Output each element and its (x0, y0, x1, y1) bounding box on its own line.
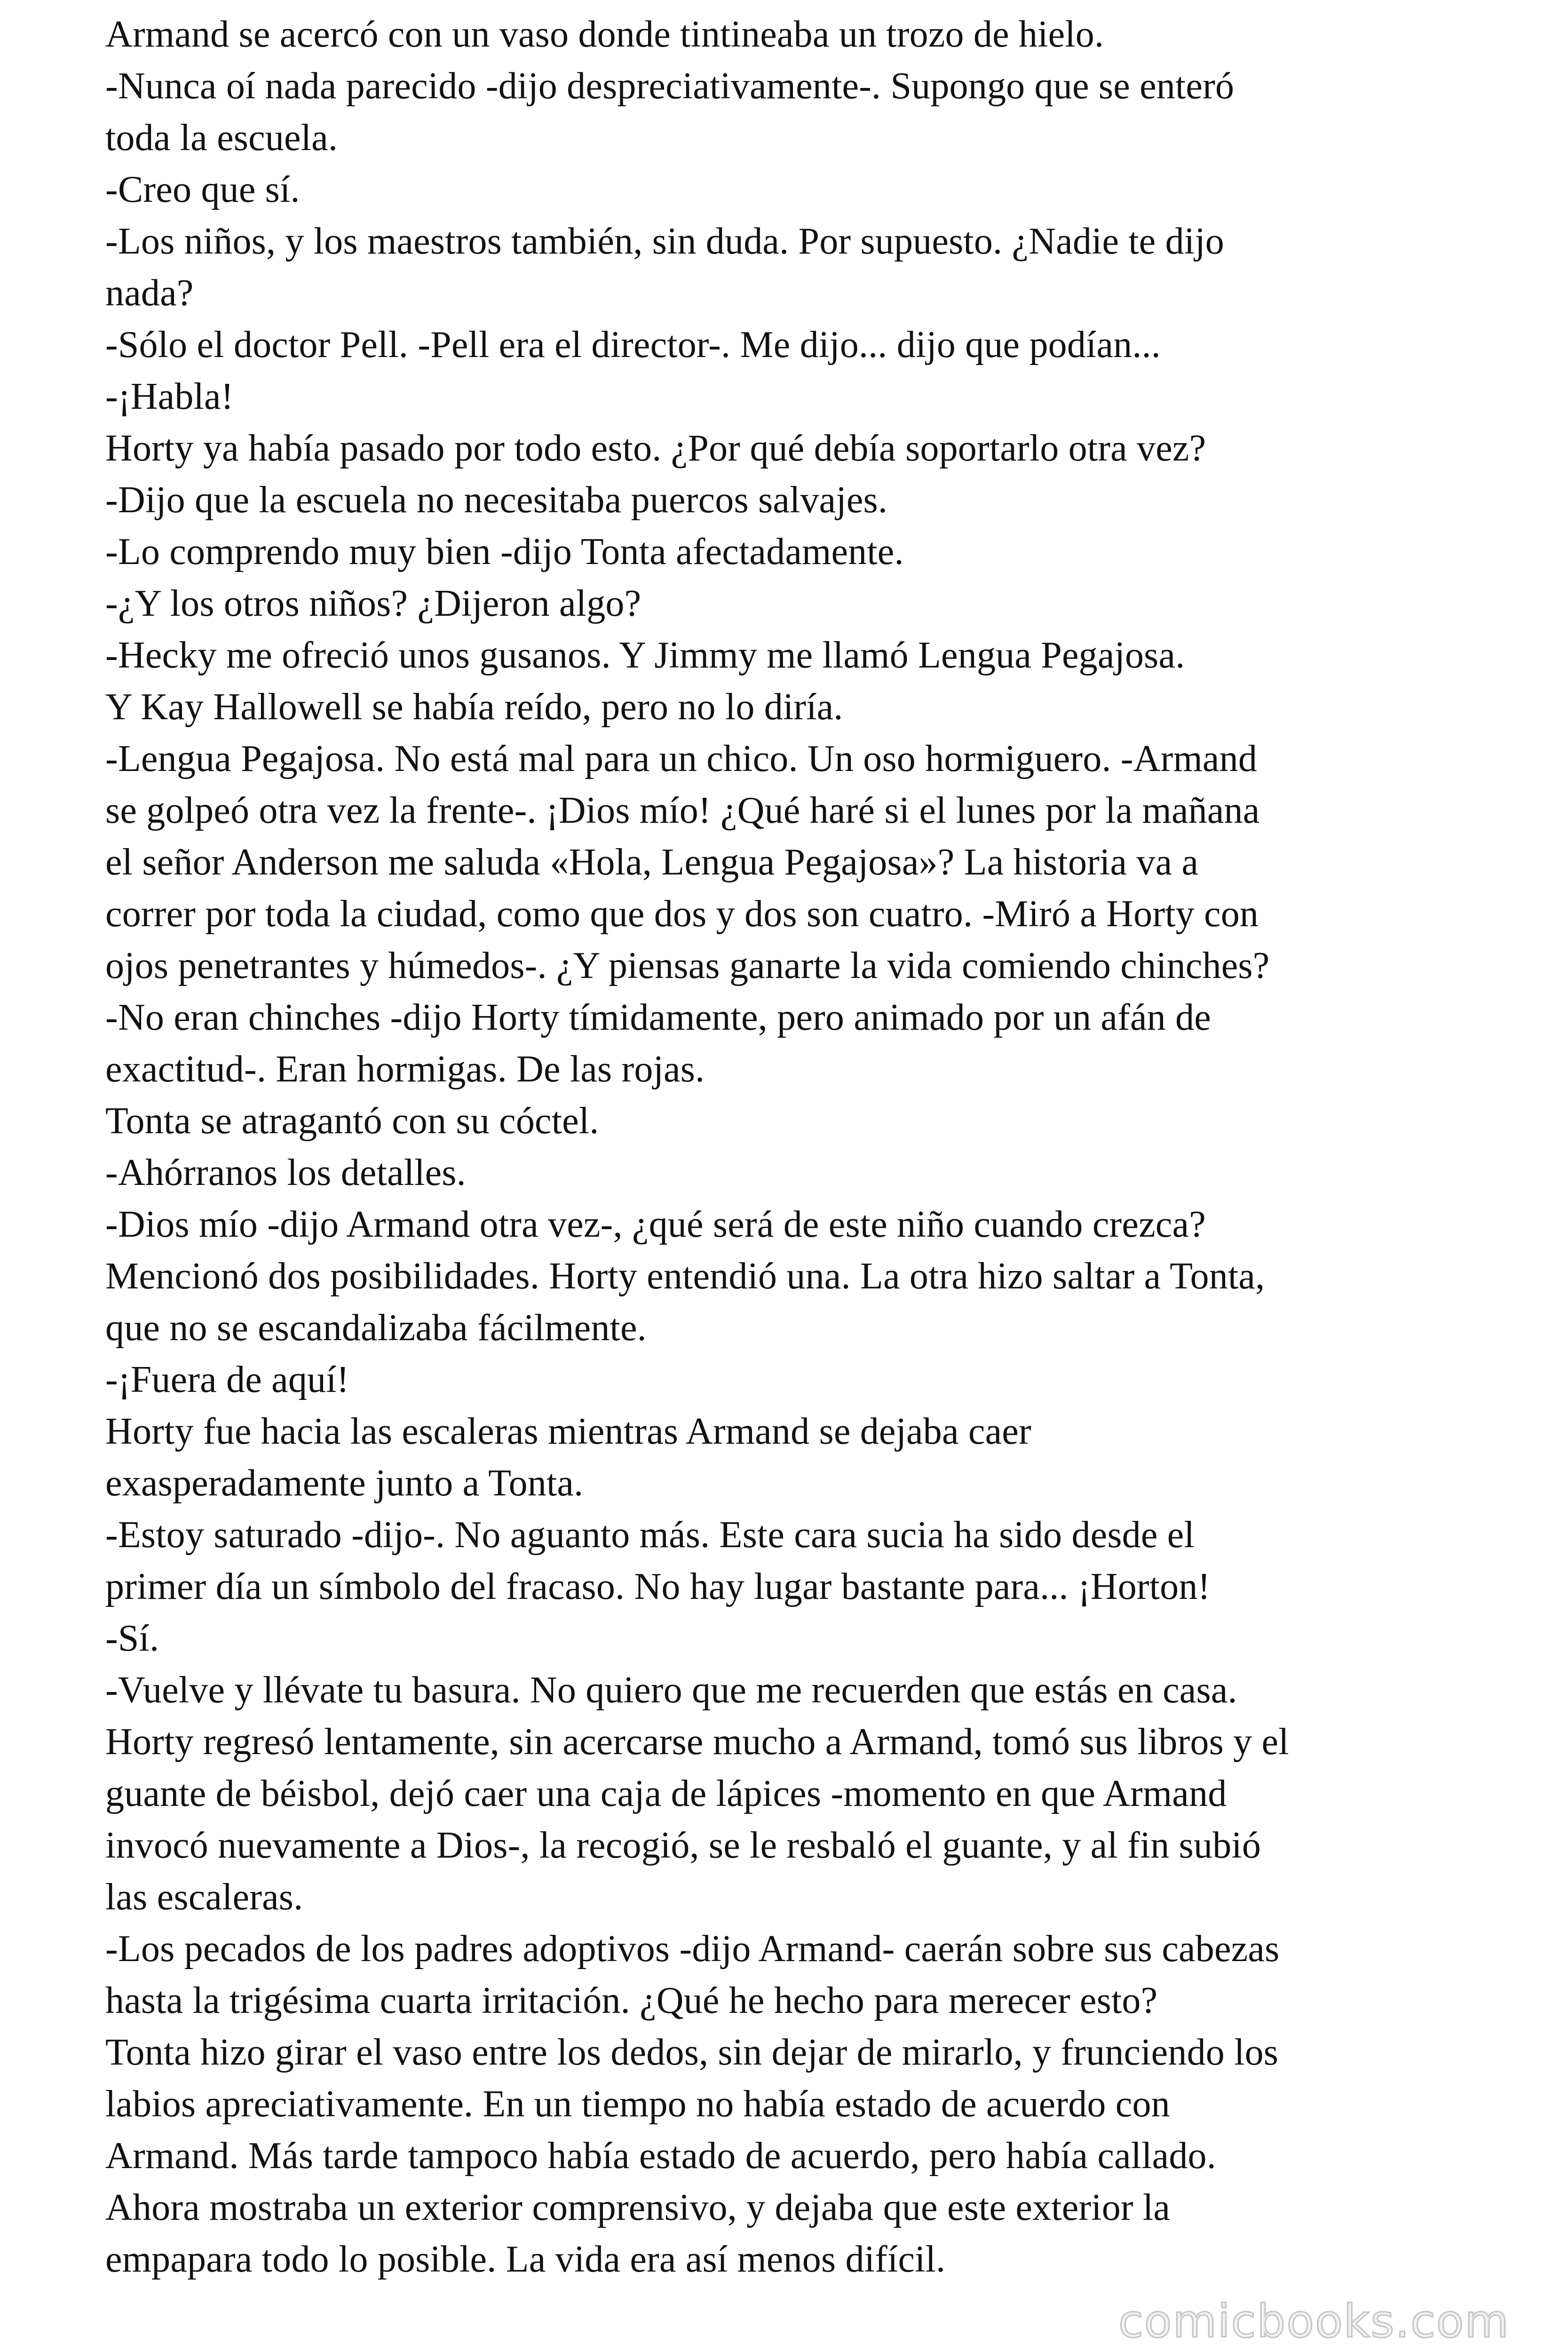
text-line: exactitud-. Eran hormigas. De las rojas. (105, 1049, 705, 1090)
text-line: -Dios mío -dijo Armand otra vez-, ¿qué será de este niño cuando crezca? (105, 1204, 1206, 1245)
text-line: las escaleras. (105, 1876, 303, 1918)
text-line: -Nunca oí nada parecido -dijo despreciativamente-. Supongo que se enteró (105, 65, 1235, 107)
text-line: -¡Habla! (105, 376, 234, 417)
text-line: -Creo que sí. (105, 169, 300, 210)
text-line: que no se escandalizaba fácilmente. (105, 1307, 647, 1349)
watermark: comicbooks.com (1118, 2295, 1510, 2348)
text-line: Mencionó dos posibilidades. Horty entendió una. La otra hizo saltar a Tonta, (105, 1255, 1265, 1297)
text-line: Horty ya había pasado por todo esto. ¿Por qué debía soportarlo otra vez? (105, 428, 1206, 469)
text-line: Tonta se atragantó con su cóctel. (105, 1100, 599, 1142)
text-line: hasta la trigésima cuarta irritación. ¿Qué he hecho para merecer esto? (105, 1980, 1158, 2021)
text-line: Tonta hizo girar el vaso entre los dedos, sin dejar de mirarlo, y frunciendo los (105, 2032, 1279, 2073)
text-line: empapara todo lo posible. La vida era así menos difícil. (105, 2239, 946, 2280)
text-line: Ahora mostraba un exterior comprensivo, y dejaba que este exterior la (105, 2187, 1171, 2228)
text-line: -Dijo que la escuela no necesitaba puercos salvajes. (105, 479, 888, 521)
text-line: invocó nuevamente a Dios-, la recogió, se le resbaló el guante, y al fin subió (105, 1825, 1261, 1866)
text-line: primer día un símbolo del fracaso. No hay lugar bastante para... ¡Horton! (105, 1566, 1211, 1607)
text-line: -Ahórranos los detalles. (105, 1152, 466, 1193)
text-line: Horty regresó lentamente, sin acercarse mucho a Armand, tomó sus libros y el (105, 1721, 1289, 1763)
body-text (105, 8, 1479, 2285)
text-line: labios apreciativamente. En un tiempo no había estado de acuerdo con (105, 2083, 1170, 2125)
text-line: correr por toda la ciudad, como que dos y dos son cuatro. -Miró a Horty con (105, 893, 1259, 935)
text-line: -¿Y los otros niños? ¿Dijeron algo? (105, 583, 641, 624)
text-line: -¡Fuera de aquí! (105, 1359, 349, 1400)
text-line: -Los pecados de los padres adoptivos -dijo Armand- caerán sobre sus cabezas (105, 1928, 1280, 1970)
text-line: se golpeó otra vez la frente-. ¡Dios mío! ¿Qué haré si el lunes por la mañana (105, 790, 1260, 831)
text-line: ojos penetrantes y húmedos-. ¿Y piensas ganarte la vida comiendo chinches? (105, 945, 1270, 986)
text-line: -Sí. (105, 1618, 159, 1659)
text-line: el señor Anderson me saluda «Hola, Lengua Pegajosa»? La historia va a (105, 842, 1199, 883)
text-line: -Los niños, y los maestros también, sin duda. Por supuesto. ¿Nadie te dijo (105, 221, 1224, 262)
text-line: guante de béisbol, dejó caer una caja de lápices -momento en que Armand (105, 1773, 1227, 1814)
text-line: nada? (105, 272, 194, 314)
text-line: -Hecky me ofreció unos gusanos. Y Jimmy me llamó Lengua Pegajosa. (105, 635, 1185, 676)
text-line: toda la escuela. (105, 117, 338, 159)
text-line: -No eran chinches -dijo Horty tímidamente, pero animado por un afán de (105, 997, 1211, 1038)
text-line: Armand. Más tarde tampoco había estado de acuerdo, pero había callado. (105, 2135, 1216, 2177)
text-line: Y Kay Hallowell se había reído, pero no lo diría. (105, 686, 843, 728)
text-line: -Sólo el doctor Pell. -Pell era el director-. Me dijo... dijo que podían... (105, 324, 1161, 366)
text-line: exasperadamente junto a Tonta. (105, 1462, 584, 1504)
text-line: -Estoy saturado -dijo-. No aguanto más. Este cara sucia ha sido desde el (105, 1514, 1195, 1556)
text-line: -Vuelve y llévate tu basura. No quiero que me recuerden que estás en casa. (105, 1669, 1237, 1711)
text-line: Armand se acercó con un vaso donde tintineaba un trozo de hielo. (105, 14, 1104, 55)
text-line: -Lo comprendo muy bien -dijo Tonta afectadamente. (105, 531, 904, 572)
text-line: -Lengua Pegajosa. No está mal para un chico. Un oso hormiguero. -Armand (105, 738, 1258, 779)
text-line: Horty fue hacia las escaleras mientras Armand se dejaba caer (105, 1411, 1031, 1452)
